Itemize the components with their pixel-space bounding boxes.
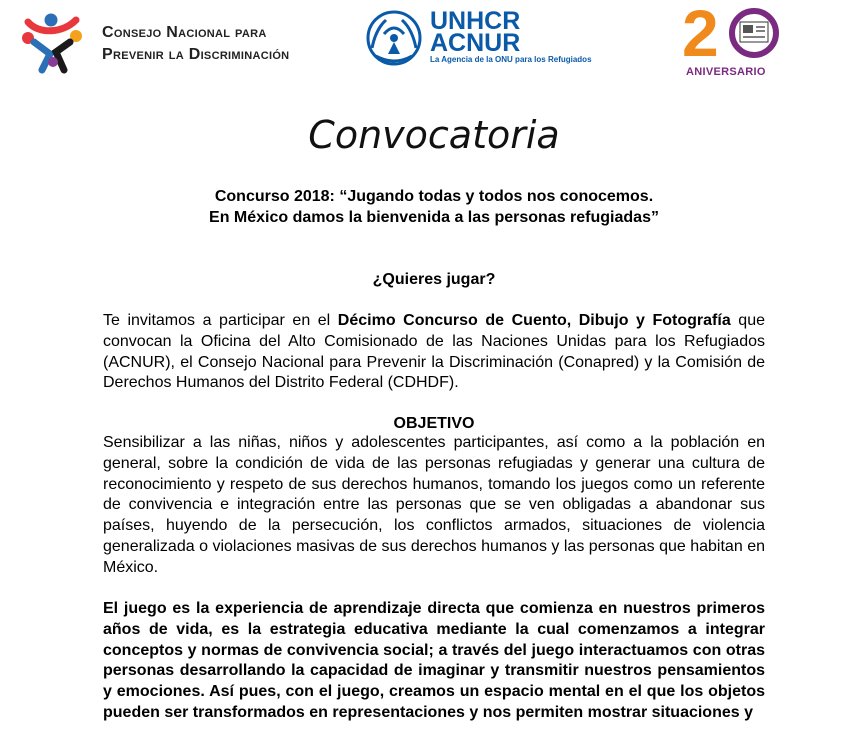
conapred-emblem-icon bbox=[20, 12, 86, 74]
intro-text-start: Te invitamos a participar en el bbox=[103, 312, 338, 329]
intro-text-end: que convocan la Oficina del Alto Comisionado de las Naciones Unidas para los Refugiados (ACNUR), el Consejo Nacional para Prevenir la Discriminación (Conapred) y la Comisión de Derechos Humanos del Distrito Federal (CDHDF). bbox=[103, 312, 765, 392]
unhcr-name-line1: UNHCR bbox=[430, 7, 521, 35]
conapred-name-line1: Consejo Nacional para bbox=[102, 24, 267, 41]
conapred-name-line2: Prevenir la Discriminación bbox=[102, 46, 290, 63]
objective-heading: OBJETIVO bbox=[393, 415, 475, 432]
unhcr-tagline: La Agencia de la ONU para los Refugiados bbox=[430, 55, 592, 64]
anniversary-label: ANIVERSARIO bbox=[686, 66, 766, 78]
subtitle-line-1: Concurso 2018: “Jugando todas y todos nos conocemos. bbox=[214, 188, 654, 205]
objective-paragraph: Sensibilizar a las niñas, niños y adolescentes participantes, así como a la población en general, sobre la condición de vida de las personas refugiadas y generar una cultura de reconocimiento y respeto de sus derechos humanos, tomando los juegos como un referente de convivencia e integración entre las personas que se ven obligadas a abandonar sus países, huyendo de la persecución, los conflictos armados, situaciones de violencia generalizada o violaciones masivas de sus derechos humanos y las personas que habitan en México. bbox=[103, 434, 765, 576]
svg-text:2: 2 bbox=[682, 0, 719, 64]
unhcr-logo bbox=[362, 8, 602, 68]
contest-subtitle bbox=[0, 186, 850, 228]
intro-paragraph bbox=[103, 311, 765, 394]
play-paragraph: El juego es la experiencia de aprendizaje directa que comienza en nuestros primeros años de vida, es la estrategia educativa mediante la cual comenzamos a integrar conceptos y normas de convivencia social; a través del juego interactuamos con otras personas desarrollando la capacidad de imaginar y transmitir nuestros pensamientos y emociones. Así pues, con el juego, creamos un espacio mental en el que los objetos pueden ser transformados en representaciones y nos permiten mostrar situaciones y bbox=[103, 600, 765, 721]
document-title: Convocatoria bbox=[308, 113, 560, 157]
anniversary-logo bbox=[680, 0, 780, 82]
unhcr-name-line2: ACNUR bbox=[430, 29, 521, 57]
conapred-logo bbox=[20, 12, 320, 74]
anniversary-25-emblem-icon bbox=[680, 0, 780, 64]
unhcr-emblem-icon bbox=[362, 8, 426, 68]
contest-name: Décimo Concurso de Cuento, Dibujo y Fotografía bbox=[337, 312, 731, 329]
question-heading: ¿Quieres jugar? bbox=[372, 271, 496, 288]
subtitle-line-2: En México damos la bienvenida a las personas refugiadas” bbox=[209, 209, 659, 226]
